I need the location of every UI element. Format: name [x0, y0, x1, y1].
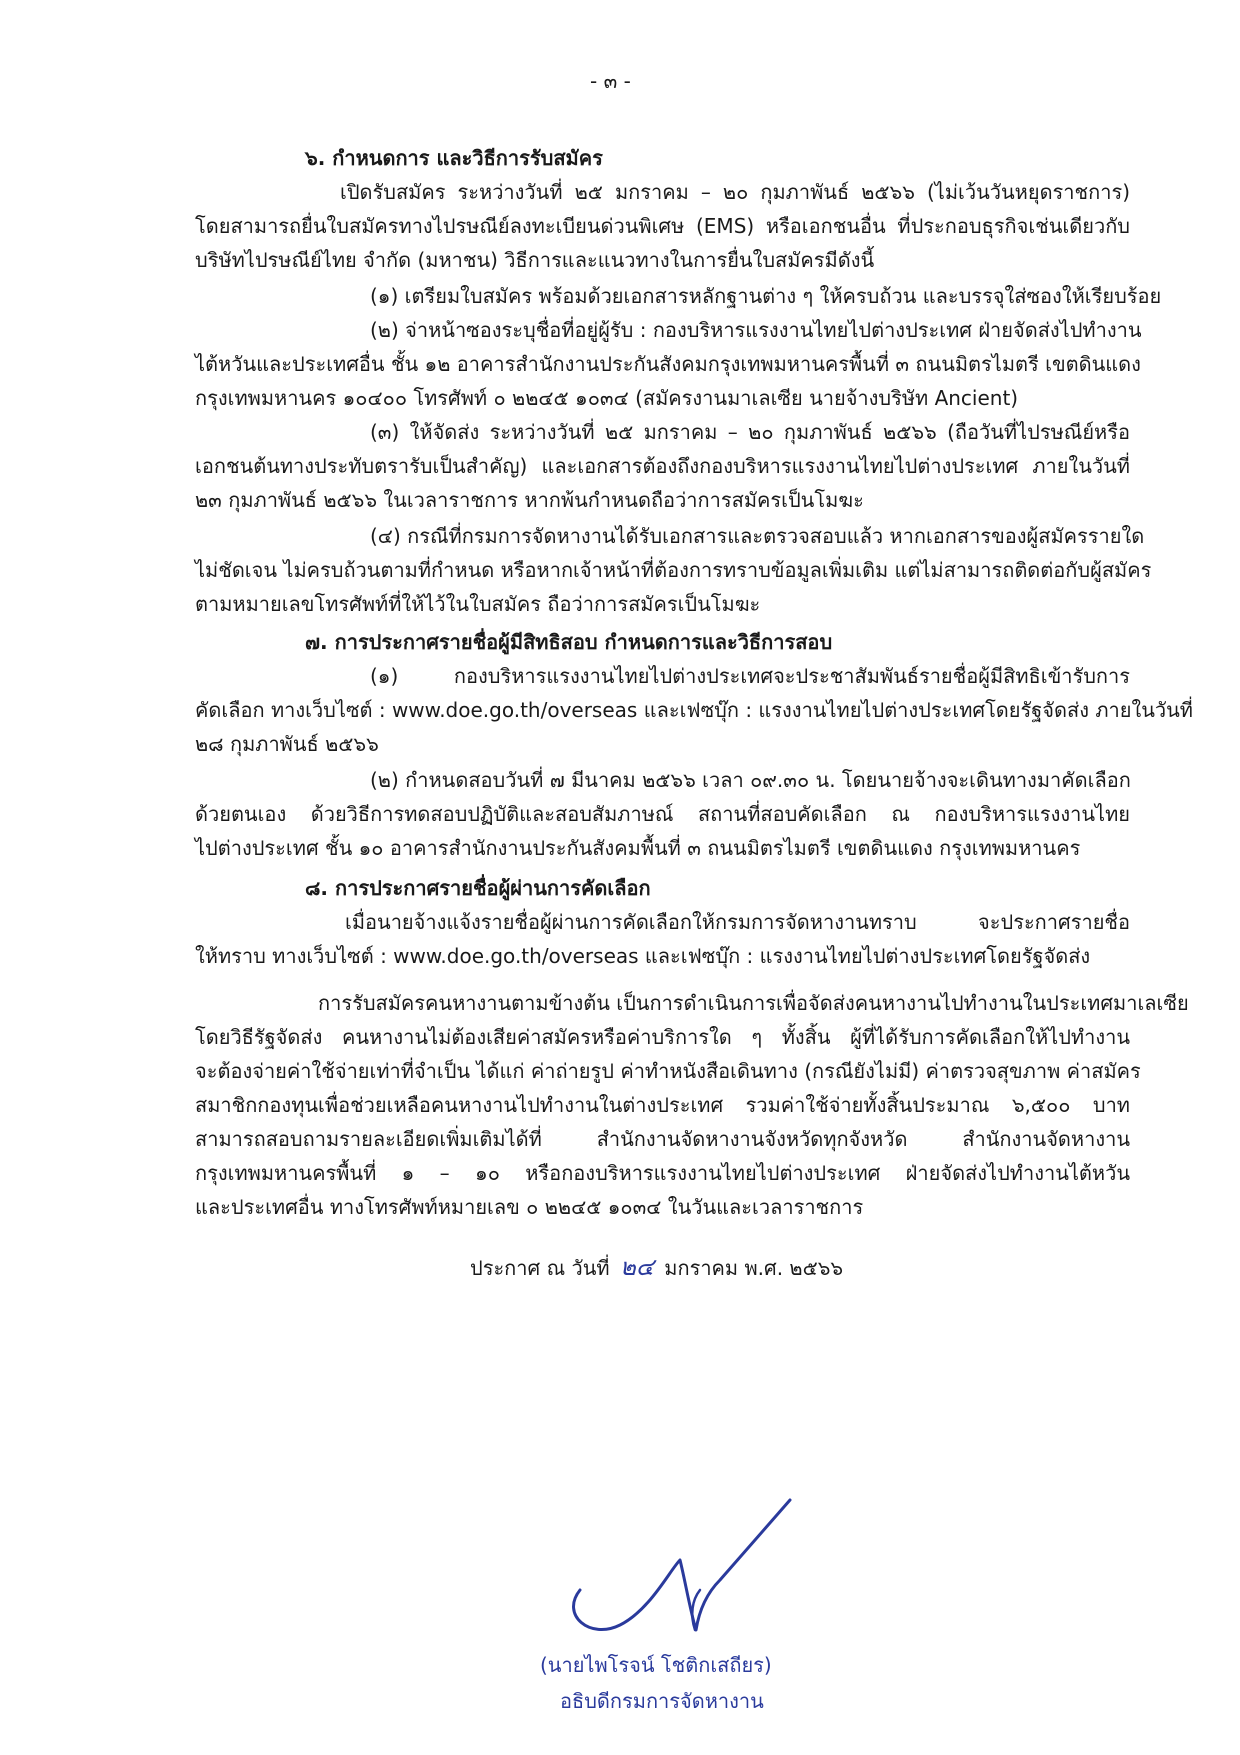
announcement-date — [470, 1252, 843, 1283]
closing-paragraph-line: สมาชิกกองทุนเพื่อช่วยเหลือคนหางานไปทำงานในต่างประเทศ รวมค่าใช้จ่ายทั้งสิ้นประมาณ ๖,๕๐๐ บาท — [195, 1093, 1130, 1117]
section-8-paragraph-line: เมื่อนายจ้างแจ้งรายชื่อผู้ผ่านการคัดเลือกให้กรมการจัดหางานทราบ จะประกาศรายชื่อ — [345, 910, 1130, 934]
section-6-item-4-line: ตามหมายเลขโทรศัพท์ที่ให้ไว้ในใบสมัคร ถือว่าการสมัครเป็นโมฆะ — [195, 592, 761, 616]
section-6-item-4-line: ไม่ชัดเจน ไม่ครบถ้วนตามที่กำหนด หรือหากเจ้าหน้าที่ต้องการทราบข้อมูลเพิ่มเติม แต่ไม่สามารถติดต่อกับผู้สมัคร — [195, 558, 1152, 582]
section-6-paragraph-line: บริษัทไปรษณีย์ไทย จำกัด (มหาชน) วิธีการและแนวทางในการยื่นใบสมัครมีดังนี้ — [195, 248, 875, 272]
section-6-item-3-line: เอกชนต้นทางประทับตรารับเป็นสำคัญ) และเอกสารต้องถึงกองบริหารแรงงานไทยไปต่างประเทศ ภายในวันที่ — [195, 454, 1130, 478]
section-8-heading: ๘. การประกาศรายชื่อผู้ผ่านการคัดเลือก — [305, 876, 651, 900]
section-6-paragraph-line: เปิดรับสมัคร ระหว่างวันที่ ๒๕ มกราคม – ๒๐ กุมภาพันธ์ ๒๕๖๖ (ไม่เว้นวันหยุดราชการ) — [340, 180, 1130, 204]
section-6-item-1: (๑) เตรียมใบสมัคร พร้อมด้วยเอกสารหลักฐานต่าง ๆ ให้ครบถ้วน และบรรจุใส่ซองให้เรียบร้อย — [370, 284, 1162, 308]
section-7-item-1-line: คัดเลือก ทางเว็บไซต์ : www.doe.go.th/overseas และเฟซบุ๊ก : แรงงานไทยไปต่างประเทศโดยรัฐจัดส่ง ภายในวันที่ — [195, 698, 1193, 722]
closing-paragraph-line: สามารถสอบถามรายละเอียดเพิ่มเติมได้ที่ สำนักงานจัดหางานจังหวัดทุกจังหวัด สำนักงานจัดหางาน — [195, 1127, 1130, 1151]
section-7-item-2-line: (๒) กำหนดสอบวันที่ ๗ มีนาคม ๒๕๖๖ เวลา ๐๙.๓๐ น. โดยนายจ้างจะเดินทางมาคัดเลือก — [370, 768, 1131, 792]
section-8-paragraph-line: ให้ทราบ ทางเว็บไซต์ : www.doe.go.th/overseas และเฟซบุ๊ก : แรงงานไทยไปต่างประเทศโดยรัฐจัดส่ง — [195, 944, 1091, 968]
section-7-item-1-line: ๒๘ กุมภาพันธ์ ๒๕๖๖ — [195, 732, 379, 756]
signer-name: (นายไพโรจน์ โชติกเสถียร) — [540, 1653, 772, 1677]
signature-mark — [520, 1440, 820, 1660]
section-7-item-1-line: (๑) กองบริหารแรงงานไทยไปต่างประเทศจะประชาสัมพันธ์รายชื่อผู้มีสิทธิเข้ารับการ — [370, 664, 1130, 688]
closing-paragraph-line: กรุงเทพมหานครพื้นที่ ๑ – ๑๐ หรือกองบริหารแรงงานไทยไปต่างประเทศ ฝ่ายจัดส่งไปทำงานไต้หวัน — [195, 1161, 1130, 1185]
announcement-month-year: มกราคม พ.ศ. ๒๕๖๖ — [664, 1256, 844, 1280]
section-7-heading: ๗. การประกาศรายชื่อผู้มีสิทธิสอบ กำหนดการและวิธีการสอบ — [305, 630, 833, 654]
signer-title: อธิบดีกรมการจัดหางาน — [560, 1689, 764, 1713]
page-number: - ๓ - — [590, 69, 631, 93]
closing-paragraph-line: จะต้องจ่ายค่าใช้จ่ายเท่าที่จำเป็น ได้แก่ ค่าถ่ายรูป ค่าทำหนังสือเดินทาง (กรณียังไม่มี) ค่าตรวจสุขภาพ ค่าสมัคร — [195, 1059, 1141, 1083]
section-6-item-3-line: ๒๓ กุมภาพันธ์ ๒๕๖๖ ในเวลาราชการ หากพ้นกำหนดถือว่าการสมัครเป็นโมฆะ — [195, 488, 864, 512]
section-6-item-2-line: กรุงเทพมหานคร ๑๐๔๐๐ โทรศัพท์ ๐ ๒๒๔๕ ๑๐๓๔ (สมัครงานมาเลเซีย นายจ้างบริษัท Ancient) — [195, 386, 1019, 410]
section-7-item-2-line: ด้วยตนเอง ด้วยวิธีการทดสอบปฏิบัติและสอบสัมภาษณ์ สถานที่สอบคัดเลือก ณ กองบริหารแรงงานไทย — [195, 802, 1130, 826]
section-7-item-2-line: ไปต่างประเทศ ชั้น ๑๐ อาคารสำนักงานประกันสังคมพื้นที่ ๓ ถนนมิตรไมตรี เขตดินแดง กรุงเทพมหานคร — [195, 836, 1081, 860]
section-6-item-3-line: (๓) ให้จัดส่ง ระหว่างวันที่ ๒๕ มกราคม – ๒๐ กุมภาพันธ์ ๒๕๖๖ (ถือวันที่ไปรษณีย์หรือ — [370, 420, 1130, 444]
closing-paragraph-line: โดยวิธีรัฐจัดส่ง คนหางานไม่ต้องเสียค่าสมัครหรือค่าบริการใด ๆ ทั้งสิ้น ผู้ที่ได้รับการคัดเลือกให้ไปทำงาน — [195, 1025, 1130, 1049]
section-6-heading: ๖. กำหนดการ และวิธีการรับสมัคร — [305, 146, 603, 170]
section-6-paragraph-line: โดยสามารถยื่นใบสมัครทางไปรษณีย์ลงทะเบียนด่วนพิเศษ (EMS) หรือเอกชนอื่น ที่ประกอบธุรกิจเช่นเดียวกับ — [195, 214, 1130, 238]
section-6-item-4-line: (๔) กรณีที่กรมการจัดหางานได้รับเอกสารและตรวจสอบแล้ว หากเอกสารของผู้สมัครรายใด — [370, 524, 1145, 548]
closing-paragraph-line: และประเทศอื่น ทางโทรศัพท์หมายเลข ๐ ๒๒๔๕ ๑๐๓๔ ในวันและเวลาราชการ — [195, 1195, 864, 1219]
section-6-item-2-line: ไต้หวันและประเทศอื่น ชั้น ๑๒ อาคารสำนักงานประกันสังคมกรุงเทพมหานครพื้นที่ ๓ ถนนมิตรไมตรี เขตดินแดง — [195, 352, 1141, 376]
closing-paragraph-line: การรับสมัครคนหางานตามข้างต้น เป็นการดำเนินการเพื่อจัดส่งคนหางานไปทำงานในประเทศมาเลเซีย — [318, 991, 1189, 1015]
announcement-day-handwritten: ๒๔ — [619, 1253, 654, 1281]
announcement-prefix: ประกาศ ณ วันที่ — [470, 1256, 610, 1280]
section-6-item-2-line: (๒) จ่าหน้าซองระบุชื่อที่อยู่ผู้รับ : กองบริหารแรงงานไทยไปต่างประเทศ ฝ่ายจัดส่งไปทำงาน — [370, 318, 1142, 342]
